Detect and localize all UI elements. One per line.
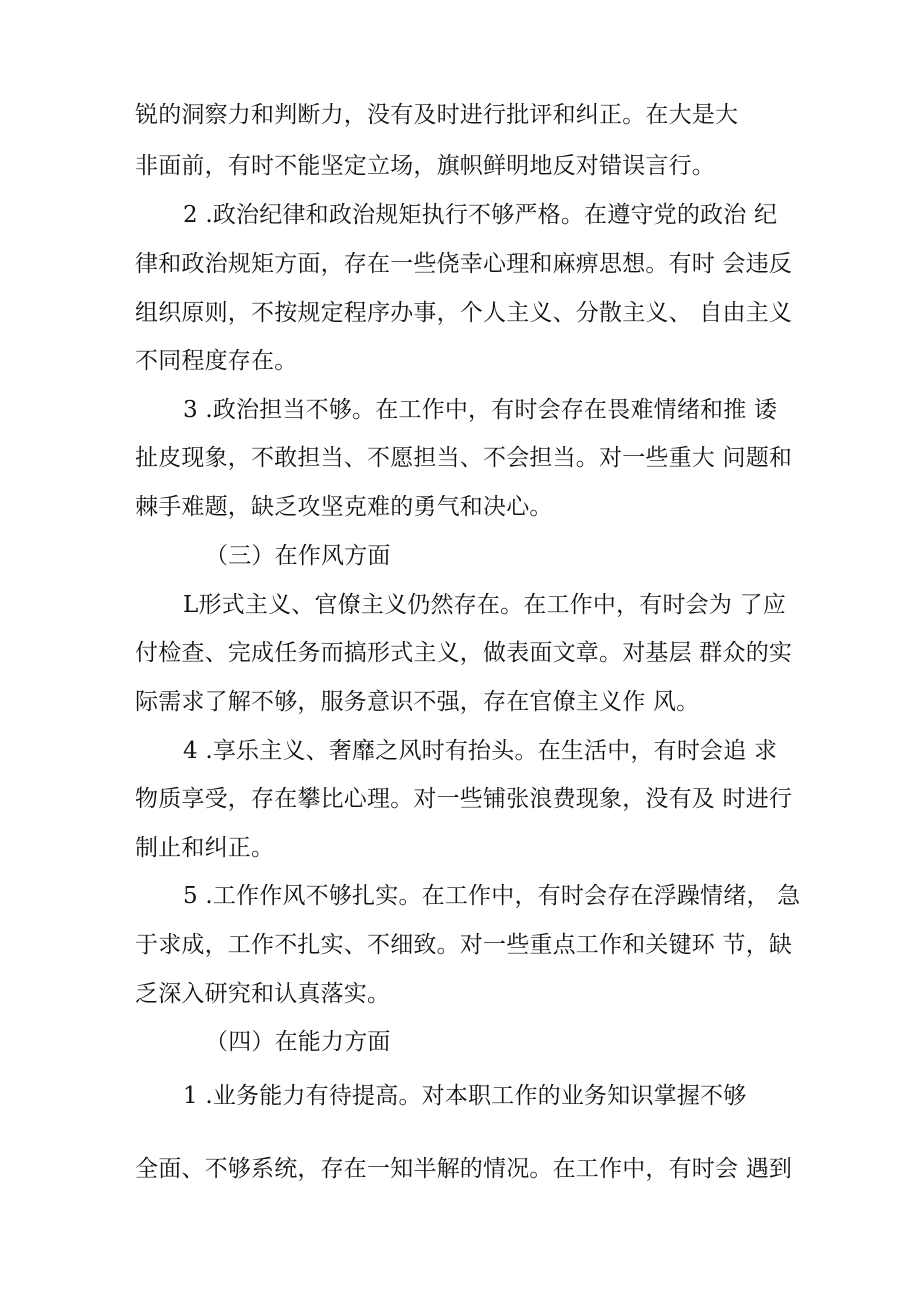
text-line: 棘手难题，缺乏攻坚克难的勇气和决心。 (135, 494, 553, 520)
numbered-item: L形式主义、官僚主义仍然存在。在工作中，有时会为 了应 (183, 592, 786, 618)
numbered-item: 3 .政治担当不够。在工作中，有时会存在畏难情绪和推 诿 (183, 397, 778, 423)
text-line: 物质享受，存在攀比心理。对一些铺张浪费现象，没有及 时进行 (135, 786, 793, 812)
section-heading: （四）在能力方面 (205, 1029, 391, 1055)
numbered-item: 2 .政治纪律和政治规矩执行不够严格。在遵守党的政治 纪 (183, 202, 778, 228)
numbered-item: 4 .享乐主义、奢靡之风时有抬头。在生活中，有时会追 求 (183, 738, 778, 764)
section-heading: （三）在作风方面 (205, 543, 391, 569)
text-line: 全面、不够系统，存在一知半解的情况。在工作中，有时会 遇到 (135, 1156, 793, 1182)
text-line: 扯皮现象，不敢担当、不愿担当、不会担当。对一些重大 问题和 (135, 445, 793, 471)
text-line: 乏深入研究和认真落实。 (135, 981, 391, 1007)
text-line: 组织原则，不按规定程序办事，个人主义、分散主义、 自由主义 (135, 300, 793, 326)
text-line: 锐的洞察力和判断力，没有及时进行批评和纠正。在大是大 (135, 102, 739, 128)
text-line: 付检查、完成任务而搞形式主义，做表面文章。对基层 群众的实 (135, 640, 793, 666)
text-line: 于求成，工作不扎实、不细致。对一些重点工作和关键环 节，缺 (135, 932, 793, 958)
text-line: 制止和纠正。 (135, 835, 275, 861)
text-line: 不同程度存在。 (135, 348, 298, 374)
text-line: 非面前，有时不能坚定立场，旗帜鲜明地反对错误言行。 (135, 153, 715, 179)
numbered-item: 5 .工作作风不够扎实。在工作中，有时会存在浮躁情绪， 急 (183, 883, 801, 909)
text-line: 律和政治规矩方面，存在一些侥幸心理和麻痹思想。有时 会违反 (135, 251, 793, 277)
numbered-item: 1 .业务能力有待提高。对本职工作的业务知识掌握不够 (183, 1083, 747, 1109)
text-line: 际需求了解不够，服务意识不强，存在官僚主义作 风。 (135, 689, 700, 715)
